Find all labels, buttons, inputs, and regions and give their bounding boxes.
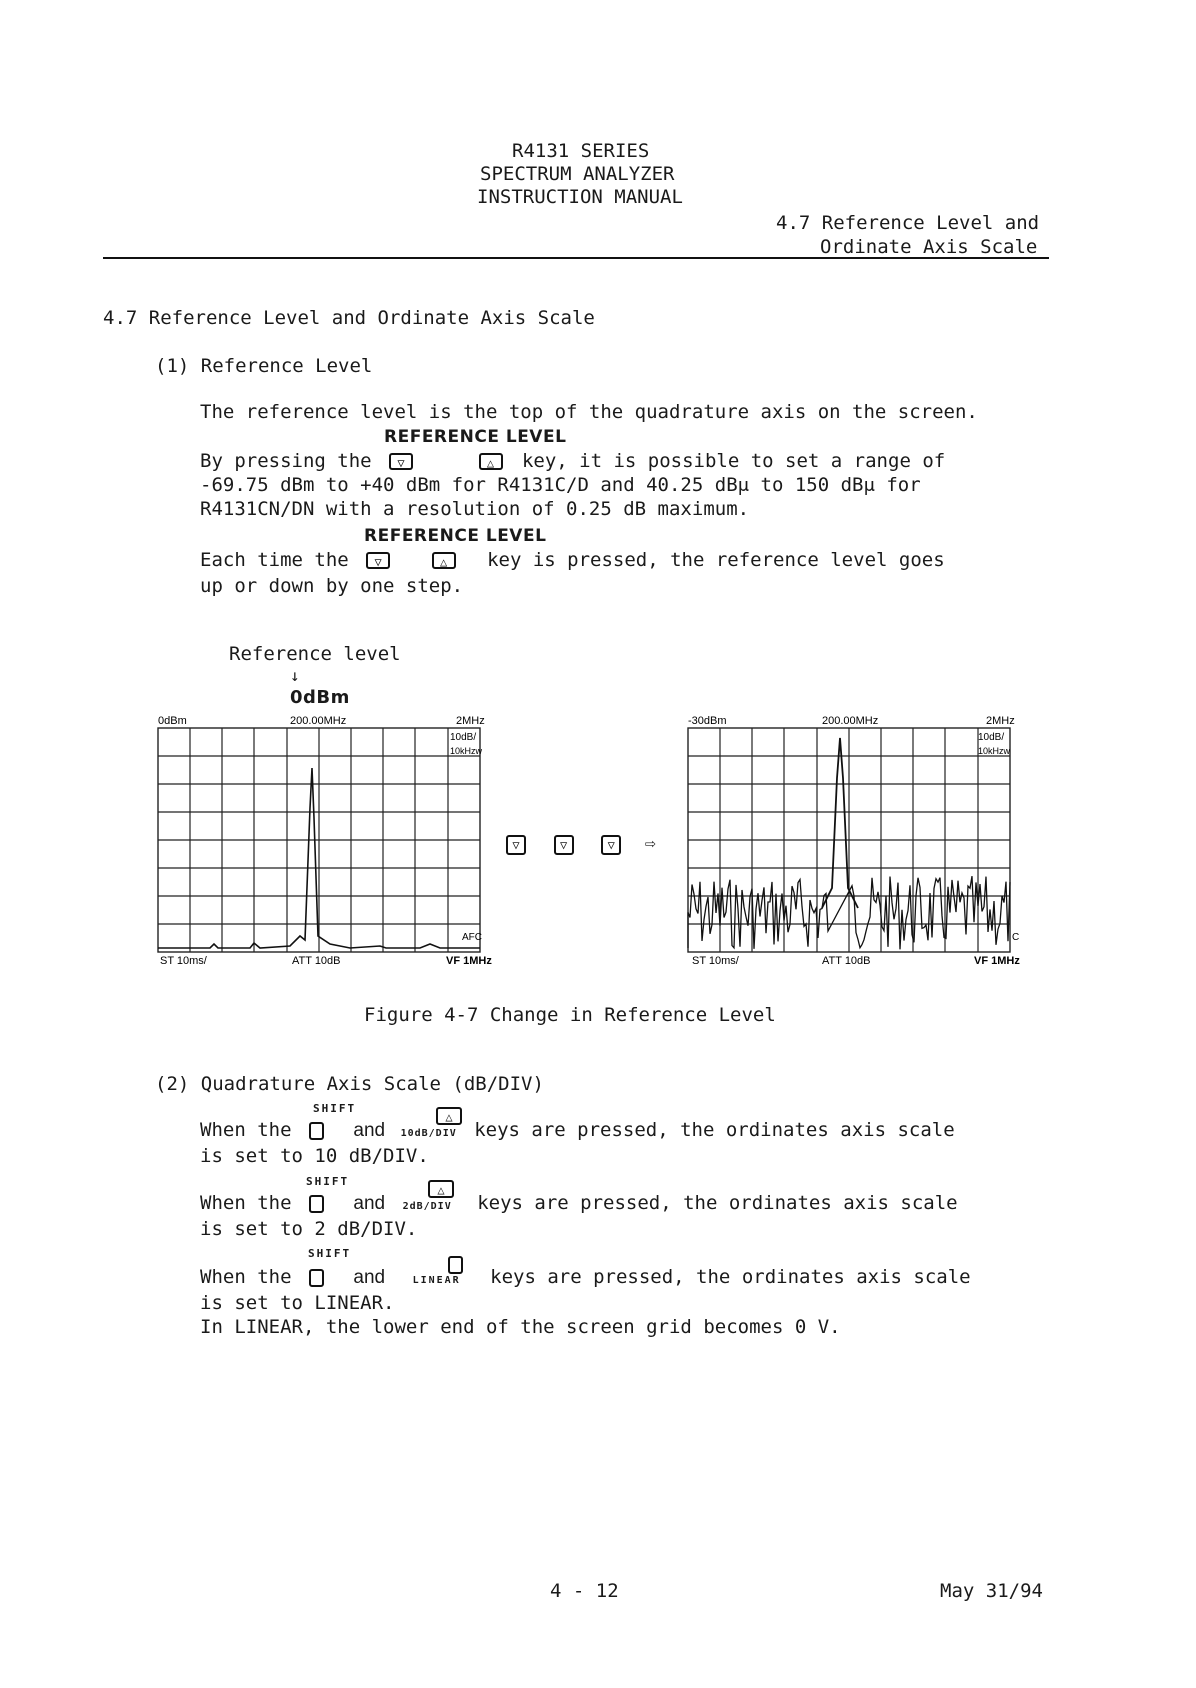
header-line-1: R4131 SERIES [512, 140, 650, 162]
paragraph-line [200, 549, 945, 571]
key-caption: 10dB/DIV [400, 1128, 457, 1139]
section-title: 4.7 Reference Level and Ordinate Axis Scale [103, 307, 595, 329]
page-number: 4 - 12 [550, 1580, 619, 1602]
left-spectrum-screen [150, 708, 510, 968]
figure-reference-value: 0dBm [290, 687, 350, 708]
paragraph-line: -69.75 dBm to +40 dBm for R4131C/D and 40.25 dBμ to 150 dBμ for [200, 474, 921, 496]
down-arrow-key-icon: ▽ [366, 552, 390, 569]
text: By pressing the [200, 450, 372, 472]
text: keys are pressed, the ordinates axis scale [490, 1266, 971, 1288]
paragraph-line [200, 450, 945, 472]
left-vf-text: VF 1MHz [446, 955, 492, 967]
right-scale-text: 10dB/ [978, 732, 1005, 743]
key-caption: LINEAR [412, 1275, 461, 1286]
right-vf-text: VF 1MHz [974, 955, 1020, 967]
left-scale-text: 10dB/ [450, 732, 477, 743]
paragraph-line: In LINEAR, the lower end of the screen grid becomes 0 V. [200, 1316, 841, 1338]
down-arrow-key-icon: ▽ [601, 835, 621, 855]
right-afc-text: C [1012, 932, 1020, 943]
subsection-2-heading: (2) Quadrature Axis Scale (dB/DIV) [155, 1073, 544, 1095]
key-caption: 2dB/DIV [402, 1201, 452, 1212]
left-rbw-text: 10kHzw [450, 746, 483, 756]
shift-key-icon [309, 1195, 324, 1213]
right-spectrum-screen [682, 708, 1022, 968]
paragraph-line: up or down by one step. [200, 575, 464, 597]
left-span-text: 2MHz [456, 715, 485, 727]
text: key, it is possible to set a range of [521, 450, 946, 472]
text: When the [200, 1119, 292, 1141]
shift-key-icon [309, 1122, 324, 1140]
up-arrow-key-icon: △ [428, 1180, 454, 1198]
footer-date: May 31/94 [940, 1580, 1043, 1602]
shift-label: SHIFT [308, 1247, 352, 1260]
up-arrow-key-icon: △ [436, 1107, 462, 1125]
paragraph-line: The reference level is the top of the quadrature axis on the screen. [200, 401, 978, 423]
left-afc-text: AFC [462, 932, 482, 943]
down-arrow-key-icon: ▽ [389, 453, 413, 470]
paragraph-line: R4131CN/DN with a resolution of 0.25 dB maximum. [200, 498, 750, 520]
scale-row-3 [200, 1266, 971, 1292]
header-section-2: Ordinate Axis Scale [820, 236, 1038, 258]
subsection-1-heading: (1) Reference Level [155, 355, 373, 377]
down-arrow-key-icon: ▽ [506, 835, 526, 855]
header-rule [103, 257, 1049, 259]
up-arrow-key-icon: △ [479, 453, 503, 470]
right-center-text: 200.00MHz [822, 715, 879, 727]
scale-row-2 [200, 1192, 958, 1218]
text: When the [200, 1266, 292, 1288]
key-sequence [506, 833, 656, 855]
text: and [353, 1120, 386, 1141]
down-arrow-icon: ↓ [290, 666, 300, 685]
down-arrow-key-icon: ▽ [554, 835, 574, 855]
figure-caption: Figure 4-7 Change in Reference Level [364, 1004, 776, 1026]
text: and [353, 1267, 386, 1288]
shift-label: SHIFT [306, 1175, 350, 1188]
right-arrow-icon: ⇨ [644, 833, 656, 854]
paragraph-line: is set to LINEAR. [200, 1292, 395, 1314]
shift-label: SHIFT [313, 1102, 357, 1115]
text: keys are pressed, the ordinates axis scale [474, 1119, 955, 1141]
right-ref-text: -30dBm [688, 715, 727, 727]
text: and [353, 1193, 386, 1214]
left-st-text: ST 10ms/ [160, 955, 207, 967]
paragraph-line: is set to 2 dB/DIV. [200, 1218, 418, 1240]
left-att-text: ATT 10dB [292, 955, 341, 967]
right-rbw-text: 10kHzw [978, 746, 1011, 756]
text: keys are pressed, the ordinates axis scale [477, 1192, 958, 1214]
scale-row-1 [200, 1119, 955, 1145]
text: key is pressed, the reference level goes [487, 549, 945, 571]
reference-level-key-label-2: REFERENCE LEVEL [364, 526, 547, 546]
up-arrow-key-icon: △ [432, 552, 456, 569]
left-ref-text: 0dBm [158, 715, 187, 727]
reference-level-key-label: REFERENCE LEVEL [384, 427, 567, 447]
shift-key-icon [309, 1269, 324, 1287]
figure-reference-label: Reference level [229, 643, 401, 665]
header-line-3: INSTRUCTION MANUAL [477, 186, 683, 208]
right-st-text: ST 10ms/ [692, 955, 739, 967]
right-span-text: 2MHz [986, 715, 1015, 727]
paragraph-line: is set to 10 dB/DIV. [200, 1145, 429, 1167]
text: Each time the [200, 549, 349, 571]
header-line-2: SPECTRUM ANALYZER [480, 163, 675, 185]
right-att-text: ATT 10dB [822, 955, 871, 967]
left-center-text: 200.00MHz [290, 715, 347, 727]
header-section-1: 4.7 Reference Level and [776, 212, 1040, 234]
text: When the [200, 1192, 292, 1214]
